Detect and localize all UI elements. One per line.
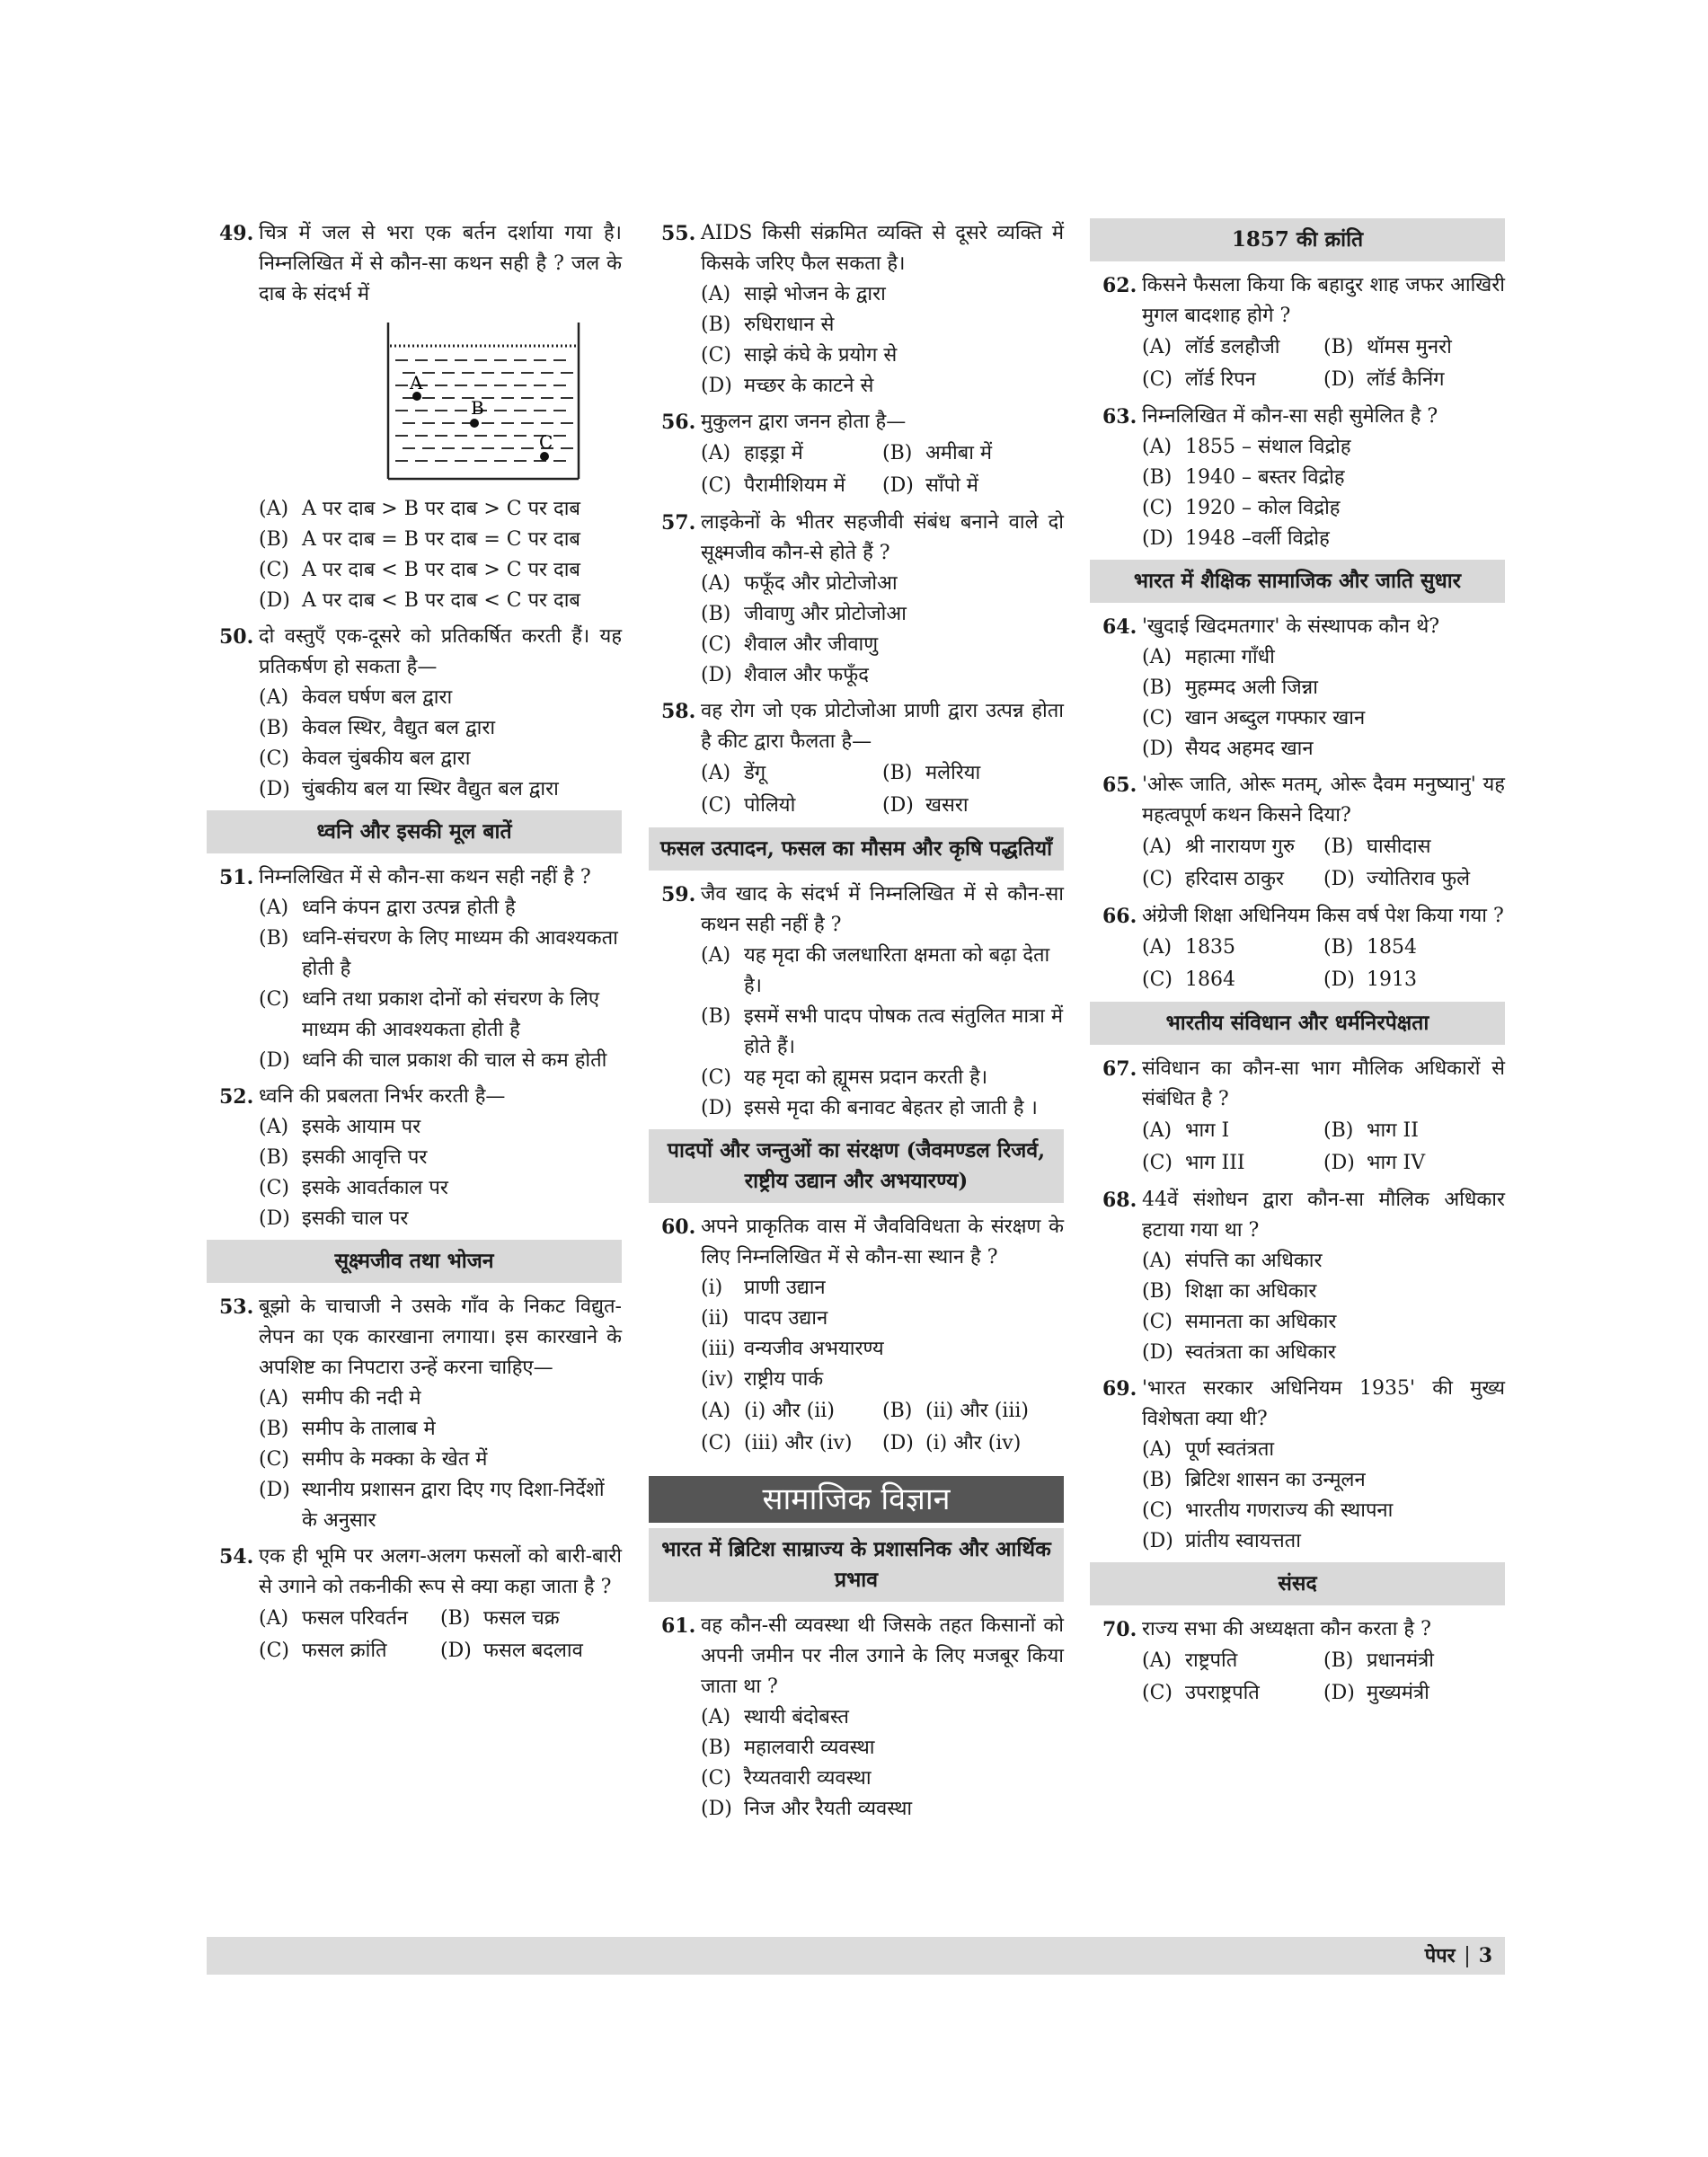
- label-b: B: [471, 397, 484, 419]
- option: (B) फसल चक्र: [440, 1607, 560, 1630]
- question-64: [1090, 612, 1505, 765]
- column-3: [1090, 218, 1505, 1715]
- option: (D) इससे मृदा की बनावट बेहतर हो जाती है ।: [701, 1097, 1038, 1119]
- option: (A) समीप की नदी मे: [259, 1387, 421, 1410]
- question-text: बूझो के चाचाजी ने उसके गाँव के निकट विद्युत-लेपन का एक कारखाना लगाया। इस कारखाने के अपशिष्ट का निपटारा उन्हें करना चाहिए—: [259, 1295, 622, 1379]
- options-grid: [259, 1603, 622, 1667]
- option: (B) A पर दाब = B पर दाब = C पर दाब: [259, 528, 580, 551]
- options-grid: [1142, 831, 1505, 896]
- option: (D) भाग IV: [1323, 1152, 1426, 1174]
- question-51: [207, 862, 622, 1076]
- question-number: 57.: [661, 511, 696, 535]
- option: (D) निज और रैयती व्यवस्था: [701, 1798, 913, 1820]
- question-text: लाइकेनों के भीतर सहजीवी संबंध बनाने वाले दो सूक्ष्मजीव कौन-से होते हैं ?: [701, 511, 1064, 564]
- question-number: 58.: [661, 700, 696, 723]
- option: (D) ज्योतिराव फुले: [1323, 868, 1471, 890]
- question-number: 62.: [1102, 274, 1137, 297]
- option: (A) भाग I: [1142, 1119, 1230, 1142]
- option: (C) A पर दाब < B पर दाब > C पर दाब: [259, 559, 580, 581]
- option: (B) प्रधानमंत्री: [1323, 1649, 1434, 1672]
- option: (B) ध्वनि-संचरण के लिए माध्यम की आवश्यकता होती है: [259, 927, 618, 980]
- list-item: (ii) पादप उद्यान: [701, 1307, 828, 1330]
- column-1: [207, 218, 622, 1673]
- question-text: 'ओरू जाति, ओरू मतम्, ओरू दैवम मनुष्यानु' यह महत्वपूर्ण कथन किसने दिया?: [1142, 774, 1505, 827]
- question-text: एक ही भूमि पर अलग-अलग फसलों को बारी-बारी से उगाने को तकनीकी रूप से क्या कहा जाता है ?: [259, 1545, 622, 1598]
- option: (B) भाग II: [1323, 1119, 1419, 1142]
- question-60: [649, 1212, 1064, 1460]
- options-grid: [1142, 332, 1505, 396]
- question-text: राज्य सभा की अध्यक्षता कौन करता है ?: [1142, 1618, 1431, 1640]
- option: (C) 1920 – कोल विद्रोह: [1142, 497, 1341, 519]
- question-55: [649, 218, 1064, 402]
- option: (D) स्थानीय प्रशासन द्वारा दिए गए दिशा-निर्देशों के अनुसार: [259, 1479, 605, 1532]
- question-number: 49.: [219, 222, 254, 245]
- option: (D) शैवाल और फफूँद: [701, 664, 869, 686]
- question-59: [649, 880, 1064, 1124]
- option: (C) समानता का अधिकार: [1142, 1311, 1337, 1333]
- question-number: 66.: [1102, 905, 1137, 928]
- question-63: [1090, 402, 1505, 554]
- option: (D) इसकी चाल पर: [259, 1207, 409, 1230]
- question-number: 60.: [661, 1216, 696, 1239]
- question-number: 61.: [661, 1614, 696, 1638]
- question-text: 44वें संशोधन द्वारा कौन-सा मौलिक अधिकार हटाया गया था ?: [1142, 1189, 1505, 1242]
- section-heading: भारतीय संविधान और धर्मनिरपेक्षता: [1090, 1002, 1505, 1045]
- option: (C) ध्वनि तथा प्रकाश दोनों को संचरण के लिए माध्यम की आवश्यकता होती है: [259, 988, 600, 1041]
- option: (C) भाग III: [1142, 1152, 1245, 1174]
- option: (C) पैरामीशियम में: [701, 474, 845, 497]
- option: (D) स्वतंत्रता का अधिकार: [1142, 1341, 1336, 1364]
- vessel-diagram: [385, 317, 582, 483]
- section-heading: पादपों और जन्तुओं का संरक्षण (जैवमण्डल रिजर्व, राष्ट्रीय उद्यान और अभयारण्य): [649, 1129, 1064, 1203]
- options-grid: [1142, 1645, 1505, 1710]
- option: (A) डेंगू: [701, 762, 766, 784]
- column-2: [649, 218, 1064, 1830]
- question-number: 68.: [1102, 1189, 1137, 1212]
- option: (D) ध्वनि की चाल प्रकाश की चाल से कम होती: [259, 1049, 607, 1072]
- option: (B) इसमें सभी पादप पोषक तत्व संतुलित मात्रा में होते हैं।: [701, 1005, 1064, 1058]
- water-vessel-figure: [385, 317, 582, 483]
- option: (A) इसके आयाम पर: [259, 1116, 421, 1138]
- question-text: ध्वनि की प्रबलता निर्भर करती है—: [259, 1085, 506, 1108]
- subject-heading: सामाजिक विज्ञान: [649, 1476, 1064, 1523]
- option: (A) फफूँद और प्रोटोजोआ: [701, 572, 898, 595]
- question-54: [207, 1542, 622, 1667]
- footer-text: [1425, 1937, 1492, 1975]
- option: (A) फसल परिवर्तन: [259, 1607, 408, 1630]
- question-text: दो वस्तुएँ एक-दूसरे को प्रतिकर्षित करती हैं। यह प्रतिकर्षण हो सकता है—: [259, 625, 622, 678]
- question-text: 'खुदाई खिदमतगार' के संस्थापक कौन थे?: [1142, 615, 1440, 638]
- question-58: [649, 696, 1064, 822]
- section-heading: भारत में ब्रिटिश साम्राज्य के प्रशासनिक और आर्थिक प्रभाव: [649, 1528, 1064, 1602]
- option: (A) केवल घर्षण बल द्वारा: [259, 686, 453, 709]
- question-text: जैव खाद के संदर्भ में निम्नलिखित में से कौन-सा कथन सही नहीं है ?: [701, 883, 1064, 936]
- label-a: A: [410, 372, 423, 393]
- question-text: निम्नलिखित में से कौन-सा कथन सही नहीं है ?: [259, 866, 591, 888]
- question-56: [649, 407, 1064, 502]
- option: (C) (iii) और (iv): [701, 1432, 853, 1454]
- option: (B) महालवारी व्यवस्था: [701, 1737, 875, 1759]
- options-grid: [701, 438, 1064, 502]
- label-c: C: [539, 431, 553, 453]
- option: (D) साँपो में: [882, 474, 978, 497]
- question-68: [1090, 1185, 1505, 1368]
- question-number: 51.: [219, 866, 254, 889]
- question-52: [207, 1082, 622, 1234]
- point-c: [540, 452, 549, 461]
- option: (B) जीवाणु और प्रोटोजोआ: [701, 603, 907, 625]
- option: (C) केवल चुंबकीय बल द्वारा: [259, 747, 471, 770]
- option: (A) 1855 – संथाल विद्रोह: [1142, 436, 1351, 458]
- question-text: वह रोग जो एक प्रोटोजोआ प्राणी द्वारा उत्पन्न होता है कीट द्वारा फैलता है—: [701, 700, 1064, 753]
- option: (B) ब्रिटिश शासन का उन्मूलन: [1142, 1469, 1366, 1491]
- option: (A) महात्मा गाँधी: [1142, 646, 1275, 668]
- option: (A) यह मृदा की जलधारिता क्षमता को बढ़ा देता है।: [701, 944, 1050, 997]
- option: (B) मुहम्मद अली जिन्ना: [1142, 676, 1318, 699]
- option: (C) हरिदास ठाकुर: [1142, 868, 1284, 890]
- option: (B) थॉमस मुनरो: [1323, 336, 1452, 358]
- question-70: [1090, 1614, 1505, 1710]
- option: (B) घासीदास: [1323, 835, 1431, 858]
- section-heading: सूक्ष्मजीव तथा भोजन: [207, 1240, 622, 1283]
- question-number: 54.: [219, 1545, 254, 1569]
- option: (D) (i) और (iv): [882, 1432, 1022, 1454]
- question-number: 64.: [1102, 615, 1137, 639]
- option: (B) शिक्षा का अधिकार: [1142, 1280, 1317, 1303]
- option: (A) ध्वनि कंपन द्वारा उत्पन्न होती है: [259, 897, 516, 919]
- question-text: चित्र में जल से भरा एक बर्तन दर्शाया गया है। निम्नलिखित में से कौन-सा कथन सही है ? जल के दाब के संदर्भ में: [259, 222, 622, 305]
- option: (B) 1854: [1323, 936, 1417, 959]
- option: (B) (ii) और (iii): [882, 1400, 1030, 1422]
- options-grid: [1142, 932, 1505, 996]
- option: (C) फसल क्रांति: [259, 1640, 387, 1662]
- question-text: वह कौन-सी व्यवस्था थी जिसके तहत किसानों को अपनी जमीन पर नील उगाने के लिए मजबूर किया जाता था ?: [701, 1614, 1064, 1698]
- question-text: मुकुलन द्वारा जनन होता है—: [701, 411, 907, 433]
- point-b: [470, 419, 479, 428]
- list-item: (i) प्राणी उद्यान: [701, 1277, 826, 1299]
- option: (C) भारतीय गणराज्य की स्थापना: [1142, 1499, 1394, 1522]
- section-heading: ध्वनि और इसकी मूल बातें: [207, 810, 622, 853]
- question-number: 52.: [219, 1085, 254, 1109]
- section-heading: भारत में शैक्षिक सामाजिक और जाति सुधार: [1090, 560, 1505, 603]
- option: (B) मलेरिया: [882, 762, 981, 784]
- option: (D) 1913: [1323, 968, 1417, 991]
- option: (A) (i) और (ii): [701, 1400, 835, 1422]
- options-grid: [701, 757, 1064, 822]
- question-number: 59.: [661, 883, 696, 906]
- option: (D) फसल बदलाव: [440, 1640, 583, 1662]
- question-text: संविधान का कौन-सा भाग मौलिक अधिकारों से संबंधित है ?: [1142, 1057, 1505, 1110]
- option: (A) संपत्ति का अधिकार: [1142, 1250, 1323, 1272]
- question-text: निम्नलिखित में कौन-सा सही सुमेलित है ?: [1142, 405, 1438, 428]
- option: (A) पूर्ण स्वतंत्रता: [1142, 1438, 1275, 1461]
- page-footer: [207, 1937, 1505, 1975]
- question-text: अपने प्राकृतिक वास में जैवविविधता के संरक्षण के लिए निम्नलिखित में से कौन-सा स्थान है ?: [701, 1216, 1064, 1269]
- page-number: 3: [1478, 1944, 1492, 1967]
- section-heading: संसद: [1090, 1562, 1505, 1605]
- option: (D) मच्छर के काटने से: [701, 375, 874, 397]
- option: (C) पोलियो: [701, 794, 796, 817]
- option: (D) A पर दाब < B पर दाब < C पर दाब: [259, 589, 580, 612]
- question-text: किसने फैसला किया कि बहादुर शाह जफर आखिरी मुगल बादशाह होगे ?: [1142, 274, 1505, 327]
- option: (B) केवल स्थिर, वैद्युत बल द्वारा: [259, 717, 496, 739]
- question-number: 69.: [1102, 1377, 1137, 1401]
- option: (C) यह मृदा को ह्यूमस प्रदान करती है।: [701, 1066, 988, 1089]
- option: (C) समीप के मक्का के खेत में: [259, 1448, 488, 1471]
- options-grid: [701, 1395, 1064, 1460]
- option: (C) इसके आवर्तकाल पर: [259, 1177, 448, 1199]
- options-grid: [1142, 1115, 1505, 1180]
- option: (D) 1948 –वर्ली विद्रोह: [1142, 527, 1330, 550]
- option: (C) साझे कंघे के प्रयोग से: [701, 344, 898, 367]
- option: (D) मुख्यमंत्री: [1323, 1682, 1429, 1704]
- question-53: [207, 1292, 622, 1536]
- option: (A) लॉर्ड डलहौजी: [1142, 336, 1280, 358]
- option: (B) अमीबा में: [882, 442, 993, 464]
- option: (D) सैयद अहमद खान: [1142, 738, 1314, 760]
- question-number: 55.: [661, 222, 696, 245]
- question-65: [1090, 770, 1505, 896]
- section-heading: फसल उत्पादन, फसल का मौसम और कृषि पद्धतियाँ: [649, 827, 1064, 871]
- option: (A) स्थायी बंदोबस्त: [701, 1706, 849, 1728]
- question-57: [649, 508, 1064, 691]
- list-item: (iv) राष्ट्रीय पार्क: [701, 1368, 824, 1391]
- question-number: 67.: [1102, 1057, 1137, 1081]
- question-number: 63.: [1102, 405, 1137, 429]
- question-69: [1090, 1374, 1505, 1557]
- question-67: [1090, 1054, 1505, 1180]
- option: (C) उपराष्ट्रपति: [1142, 1682, 1260, 1704]
- footer-label: पेपर: [1424, 1944, 1456, 1967]
- question-number: 50.: [219, 625, 254, 649]
- question-number: 65.: [1102, 774, 1137, 797]
- option: (B) 1940 – बस्तर विद्रोह: [1142, 466, 1345, 489]
- question-text: AIDS किसी संक्रमित व्यक्ति से दूसरे व्यक्ति में किसके जरिए फैल सकता है।: [701, 222, 1064, 275]
- option: (A) हाइड्रा में: [701, 442, 803, 464]
- option: (C) लॉर्ड रिपन: [1142, 368, 1256, 391]
- question-49: [207, 218, 622, 616]
- list-item: (iii) वन्यजीव अभयारण्य: [701, 1338, 884, 1360]
- question-62: [1090, 270, 1505, 396]
- option: (C) शैवाल और जीवाणु: [701, 633, 879, 656]
- option: (B) समीप के तालाब मे: [259, 1418, 436, 1440]
- option: (C) रैय्यतवारी व्यवस्था: [701, 1767, 872, 1790]
- question-text: 'भारत सरकार अधिनियम 1935' की मुख्य विशेषता क्या थी?: [1142, 1377, 1505, 1430]
- option: (D) खसरा: [882, 794, 969, 817]
- option: (A) A पर दाब > B पर दाब > C पर दाब: [259, 498, 580, 520]
- option: (B) इसकी आवृत्ति पर: [259, 1146, 428, 1169]
- option: (C) 1864: [1142, 968, 1235, 991]
- option: (B) रुधिराधान से: [701, 314, 835, 336]
- question-66: [1090, 901, 1505, 996]
- option: (D) चुंबकीय बल या स्थिर वैद्युत बल द्वारा: [259, 778, 559, 800]
- option: (D) लॉर्ड कैनिंग: [1323, 368, 1445, 391]
- question-text: अंग्रेजी शिक्षा अधिनियम किस वर्ष पेश किया गया ?: [1142, 905, 1504, 927]
- question-number: 53.: [219, 1295, 254, 1319]
- question-61: [649, 1611, 1064, 1825]
- question-50: [207, 622, 622, 805]
- option: (D) प्रांतीय स्वायत्तता: [1142, 1530, 1301, 1552]
- question-number: 56.: [661, 411, 696, 434]
- option: (A) श्री नारायण गुरु: [1142, 835, 1296, 858]
- section-heading: 1857 की क्रांति: [1090, 218, 1505, 261]
- option: (A) 1835: [1142, 936, 1235, 959]
- footer-divider: [1466, 1946, 1468, 1967]
- question-number: 70.: [1102, 1618, 1137, 1641]
- option: (A) राष्ट्रपति: [1142, 1649, 1238, 1672]
- option: (C) खान अब्दुल गफ्फार खान: [1142, 707, 1366, 729]
- option: (A) साझे भोजन के द्वारा: [701, 283, 886, 305]
